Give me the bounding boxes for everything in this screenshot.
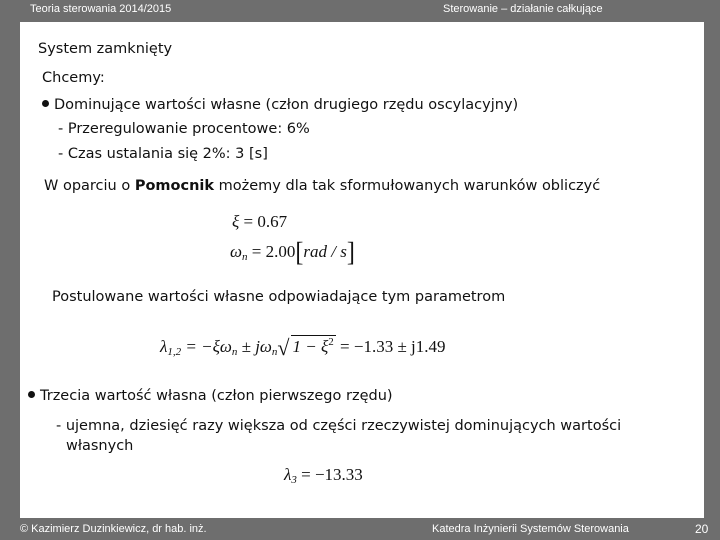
course-title: Teoria sterowania 2014/2015 xyxy=(30,3,172,15)
radicand-exponent: 2 xyxy=(328,336,334,348)
omega-value: = 2.00 xyxy=(251,242,296,261)
helper-after: możemy dla tak sformułowanych warunków obliczyć xyxy=(214,178,601,194)
bracket-right: ] xyxy=(346,237,355,268)
intro-text: Chcemy: xyxy=(42,70,105,86)
radicand-text: 1 − ξ xyxy=(292,337,329,356)
lambda12-imag-part: ± jω xyxy=(237,337,272,356)
bullet-dot-icon xyxy=(28,391,35,398)
helper-before: W oparciu o xyxy=(44,178,135,194)
sqrt-sign-icon: √ xyxy=(277,335,290,360)
equation-lambda12 xyxy=(160,335,446,361)
lambda12-wn-sub-2: n xyxy=(271,346,278,358)
bullet-dot-icon xyxy=(42,100,49,107)
equation-omega-n xyxy=(230,237,355,268)
footer-department: Katedra Inżynierii Systemów Sterowania xyxy=(432,523,629,535)
lambda12-wn-sub-1: n xyxy=(231,346,238,358)
page-number: 20 xyxy=(695,522,709,536)
lambda3-symbol: λ xyxy=(284,465,292,484)
settling-time-item: - Czas ustalania się 2%: 3 [s] xyxy=(58,146,268,162)
third-description-line2: własnych xyxy=(66,438,134,454)
lambda12-real-part: = −ξω xyxy=(185,337,232,356)
lambda12-symbol: λ xyxy=(160,337,168,356)
postulate-text: Postulowane wartości własne odpowiadające tym parametrom xyxy=(52,289,506,305)
equation-lambda3 xyxy=(284,465,363,486)
bracket-left: [ xyxy=(295,237,304,268)
section-title: Sterowanie – działanie całkujące xyxy=(443,3,603,15)
footer-bar xyxy=(0,518,720,540)
sqrt-radicand xyxy=(291,335,336,357)
lambda12-subscript: 1,2 xyxy=(167,346,182,358)
third-description-line1: - ujemna, dziesięć razy większa od części rzeczywistej dominujących wartości xyxy=(56,418,622,434)
omega-subscript: n xyxy=(242,251,248,263)
omega-unit: rad / s xyxy=(303,242,347,261)
bullet-dominant-text: Dominujące wartości własne (człon drugiego rzędu oscylacyjny) xyxy=(54,97,519,113)
equation-xi xyxy=(232,212,287,232)
helper-sentence xyxy=(44,178,600,194)
bullet-third xyxy=(28,388,393,404)
xi-symbol: ξ xyxy=(232,212,240,231)
bullet-third-text: Trzecia wartość własna (człon pierwszego rzędu) xyxy=(40,388,393,404)
slide-heading: System zamknięty xyxy=(38,41,173,57)
bullet-dominant xyxy=(42,97,518,113)
footer-author: © Kazimierz Duzinkiewicz, dr hab. inż. xyxy=(20,523,207,535)
helper-bold: Pomocnik xyxy=(134,178,215,194)
slide-content xyxy=(20,22,704,518)
header-bar xyxy=(0,0,720,22)
omega-symbol: ω xyxy=(230,242,243,261)
lambda3-value: = −13.33 xyxy=(301,465,363,484)
lambda12-result: = −1.33 ± j1.49 xyxy=(340,337,446,356)
xi-value: = 0.67 xyxy=(243,212,288,231)
lambda3-subscript: 3 xyxy=(291,474,297,486)
overshoot-item: - Przeregulowanie procentowe: 6% xyxy=(58,121,310,137)
